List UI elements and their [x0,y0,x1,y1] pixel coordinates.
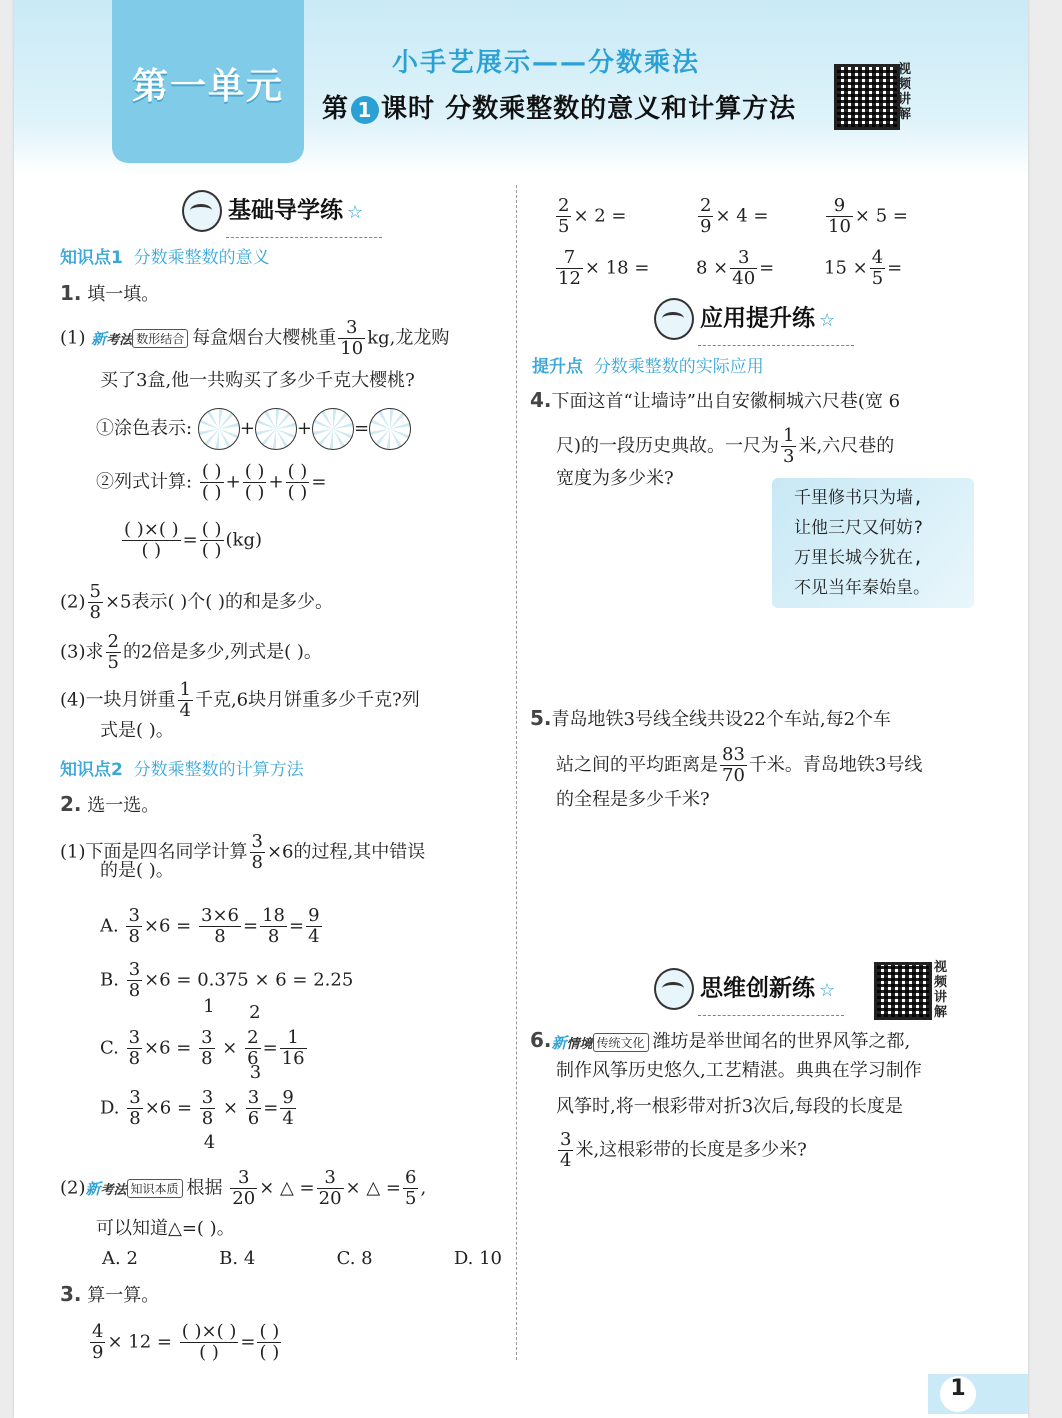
part-index: (3) [60,641,86,663]
fraction [720,745,747,786]
op: ×6 = [144,1037,192,1059]
fraction [870,248,885,289]
numerator: 3 [230,1168,257,1189]
new-tag: 新 [91,330,107,348]
numerator: 1 [280,1028,307,1049]
q3-calc [88,1322,283,1363]
option-c[interactable]: C. $\frac{3}{8}$ ×6 = 1 $\frac{3}{8}$ × 2 $\frac{2}{6}$ = $\frac{1}{16}$ [100,996,305,1069]
section-underline [698,1015,844,1016]
part-index: (1) [60,841,86,863]
star-icon: ☆ [819,309,836,331]
denominator: 10 [828,216,851,237]
fraction [178,680,193,721]
part-index: (2) [60,1177,86,1199]
q1-part1 [60,318,449,359]
poem-line: 不见当年秦始皇。 [794,578,930,598]
blank: ( ) [259,1321,280,1342]
step-label: ①涂色表示: [96,418,193,439]
numerator: 9 [282,1087,294,1108]
workbook-page [14,0,1028,1418]
numerator: 18 [262,905,285,926]
option-letter: A. [100,915,119,937]
q1-calc-row [120,520,262,561]
cancel-note: 3 [249,1062,262,1083]
q1-part4-line2[interactable]: 式是( )。 [100,720,174,741]
denominator: 9 [700,216,712,237]
denominator: 20 [232,1188,256,1209]
section-innovate [654,968,844,1010]
kp-number: 2 [111,760,123,780]
fraction [781,426,796,467]
new-tag: 新 [85,1180,101,1198]
numerator: 3 [338,318,365,339]
numerator: 6 [405,1167,417,1188]
question-1-title [60,281,159,306]
fraction [338,318,365,359]
q1-part2 [60,582,333,623]
numerator: 3 [128,959,141,980]
blank: ( ) [201,540,222,561]
kp-text: 分数乘整数的实际应用 [593,357,764,377]
knowledge-point-1 [60,243,270,268]
q1-part1-line2: 买了3盒,他一共购买了多少千克大樱桃? [100,370,415,391]
option-a[interactable]: A. $\frac{3}{8}$ ×6 = $\frac{3\times 6}{8}$ = $\frac{18}{8}$ = $\frac{9}{4}$ [100,905,320,947]
fraction [88,582,103,623]
calc-item[interactable] [824,196,908,237]
numerator: 1 [783,425,795,446]
kp-label: 知识点 [60,248,111,268]
tag-box: 数形结合 [132,329,188,348]
part-text: ×6的过程,其中错误 [266,841,426,863]
denominator: 70 [722,765,745,786]
numerator: 83 [722,744,745,765]
fraction [280,1028,307,1069]
fraction [90,1322,105,1363]
numerator: 3 [560,1129,572,1150]
section-title: 应用提升练 [700,305,815,332]
fraction [126,906,141,947]
scene-tag: 情境 [566,1036,593,1052]
calc-item[interactable] [696,196,769,237]
op: = [311,471,327,493]
star-icon: ☆ [819,979,836,1001]
q5-line1 [530,706,891,731]
choice-b[interactable]: B. 4 [219,1248,256,1269]
q2-part2-line2[interactable]: 可以知道△=( )。 [96,1218,235,1239]
denominator: 4 [179,700,191,721]
section-apply [654,298,854,340]
qr-label: 视频讲解 [934,960,948,1020]
choice-d[interactable]: D. 10 [453,1248,502,1269]
denominator: 8 [89,602,101,623]
part-text: 下面是四名同学计算 [85,841,248,863]
blank-fraction[interactable] [122,520,181,561]
op: , [420,1177,427,1199]
numerator: 2 [700,195,712,216]
tag-box: 传统文化 [593,1033,649,1052]
lesson-prefix: 第 [322,94,350,124]
question-text: 潍坊是举世闻名的世界风筝之都, [652,1031,911,1052]
kp-number: 1 [111,248,123,268]
step-label: ②列式计算: [96,471,193,493]
page-number: 1 [940,1376,976,1412]
blank: ( ) [287,461,308,482]
blank: ( ) [287,482,308,503]
fraction [200,1088,215,1129]
blank: ( ) [244,482,265,503]
blank-fraction[interactable] [180,1322,239,1363]
part-text: 每盒烟台大樱桃重 [192,327,337,349]
op: ×6 = [143,915,192,937]
q1-part3 [60,632,322,673]
cartoon-kid-icon [654,968,694,1010]
calc-item[interactable] [554,248,649,289]
numerator: 3 [247,1087,260,1108]
numerator: 9 [826,196,853,217]
lesson-number-badge: 1 [351,96,379,124]
question-title: 算一算。 [87,1285,160,1306]
blank-fraction[interactable] [257,1322,281,1363]
question-text: 青岛地铁3号线全线共设22个车站,每2个车 [551,709,892,730]
fraction [127,1028,142,1069]
q6-line2: 制作风筝历史悠久,工艺精湛。典典在学习制作 [556,1060,922,1081]
choice-a[interactable]: A. 2 [102,1248,138,1269]
denominator: 8 [201,1048,213,1069]
new-tag: 新 [551,1033,567,1052]
op: = [240,1331,256,1353]
denominator: 6 [247,1048,259,1069]
lesson-title [322,88,796,125]
denominator: 4 [560,1150,572,1171]
fraction [556,196,571,237]
column-divider [516,185,517,1360]
cartoon-kid-icon [182,190,222,232]
denominator: 3 [783,446,795,467]
poem-card [772,478,974,608]
denominator: 4 [282,1108,294,1129]
question-text: 尺)的一段历史典故。一尺为 [556,435,780,457]
part-text: 千克,6块月饼重多少千克?列 [194,689,420,711]
question-text: 米,六尺巷的 [798,435,895,457]
blank: ( ) [158,519,179,540]
question-title: 填一填。 [87,284,160,305]
denominator: 5 [405,1188,417,1209]
numerator: 3 [129,1087,141,1108]
question-2-title [60,792,159,817]
denominator: 40 [732,268,756,289]
numerator: 7 [556,248,583,269]
question-number: 3. [60,1282,82,1306]
denominator: 8 [214,926,226,947]
denominator: 5 [558,216,570,237]
part-text[interactable]: 的2倍是多少,列式是( )。 [122,641,322,663]
op: + [239,418,255,439]
denominator: 8 [128,980,141,1001]
op: × △ = [345,1177,401,1199]
op: + [268,471,284,493]
cancel-note: 2 [249,1002,261,1023]
fraction [127,1088,142,1129]
section-underline [226,237,382,238]
q4-line1 [530,388,900,413]
question-3-title [60,1282,159,1307]
blank-fraction[interactable] [243,462,267,503]
op: × 4 = [715,205,769,227]
qr-code-icon[interactable] [874,962,932,1020]
cancel-note: 4 [203,1132,216,1153]
fraction [246,1088,261,1129]
pie-circle-icon[interactable] [255,408,297,450]
op: = [354,418,370,439]
q6-line3: 风筝时,将一根彩带对折3次后,每段的长度是 [556,1096,903,1117]
op: 15 × [824,257,868,279]
denominator: 8 [129,1108,141,1129]
calc-item[interactable] [554,196,627,237]
denominator: 5 [871,268,884,289]
fraction [556,248,583,289]
fraction [826,196,853,237]
numerator: 1 [179,679,191,700]
blank: ( ) [201,482,222,503]
improvement-point [532,352,764,377]
blank: ( ) [124,519,144,540]
option-b[interactable] [100,960,353,1001]
question-text: 下面这首“让墙诗”出自安徽桐城六尺巷(宽 6 [551,391,901,412]
tag-box: 知识本质 [127,1179,183,1198]
op: = [887,257,903,279]
fraction [260,906,287,947]
op: × 2 = [573,205,627,227]
q6-line4 [556,1130,807,1171]
calc-item[interactable] [824,248,902,289]
blank-fraction[interactable] [200,462,224,503]
question-title: 选一选。 [87,795,160,816]
fraction [730,248,757,289]
question-number: 2. [60,792,82,816]
question-number: 4. [530,388,552,412]
blank: ( ) [199,1342,219,1363]
denominator: 8 [128,926,140,947]
numerator: 2 [558,195,570,216]
kao-tag: 考法 [100,1183,127,1198]
q5-line3: 的全程是多少千米? [556,789,710,810]
part-index: (1) [60,327,86,349]
pie-circle-icon[interactable] [369,408,411,450]
part-text: kg,龙龙购 [367,327,450,349]
denominator: 9 [92,1342,104,1363]
numerator: 3 [730,248,757,269]
denominator: 8 [201,1108,214,1129]
fraction [698,196,713,237]
blank: ( ) [201,461,222,482]
topic-title: 小手艺展示——分数乘法 [392,48,701,78]
numerator: 3 [251,831,263,852]
numerator: 3 [317,1168,344,1189]
numerator: 3×6 [201,905,239,926]
fraction [230,1168,257,1209]
part-text[interactable]: ×5表示( )个( )的和是多少。 [104,591,334,613]
choice-c[interactable]: C. 8 [336,1248,373,1269]
blank-fraction[interactable] [286,462,310,503]
op: 8 × [696,257,729,279]
pie-circle-icon[interactable] [198,408,240,450]
section-underline [698,345,854,346]
op: ×6 = [144,1097,193,1119]
op: × [143,519,159,540]
part-text: 根据 [186,1177,223,1199]
calc-item[interactable] [696,248,774,289]
op: × [201,1321,217,1342]
fraction [199,1028,214,1069]
denominator: 10 [340,338,364,359]
qr-label: 视频讲解 [898,62,912,122]
unit-tab [112,0,304,163]
denominator: 20 [318,1188,342,1209]
op: × 12 = [107,1331,172,1353]
option-letter: C. [100,1037,119,1059]
kp-text: 分数乘整数的意义 [133,248,270,268]
part-text: 求 [85,641,104,663]
numerator: 3 [201,1087,214,1108]
question-number: 6. [530,1028,552,1052]
denominator: 8 [267,926,280,947]
q5-line2 [556,745,922,786]
cartoon-kid-icon [654,298,694,340]
fraction [558,1130,573,1171]
poem-line: 千里修书只为墙, [794,488,924,508]
option-d[interactable]: D. $\frac{3}{8}$ ×6 = 4 $\frac{3}{8}$ × 3 $\frac{3}{6}$ = $\frac{9}{4}$ [100,1062,294,1153]
part-text: 一块月饼重 [85,689,176,711]
q1-expression-row [96,462,326,503]
part-index: (4) [60,689,86,711]
denominator: 4 [308,926,320,947]
op: × 5 = [854,205,908,227]
q2-part2 [60,1168,426,1209]
header-banner [14,0,1028,175]
lesson-title-text: 课时 分数乘整数的意义和计算方法 [381,94,797,124]
numerator: 4 [871,247,884,268]
op: × △ = [259,1177,315,1199]
numerator: 3 [128,905,140,926]
q4-line3: 宽度为多少米? [556,468,674,489]
op: + [225,471,241,493]
question-text: 站之间的平均距离是 [556,754,718,776]
denominator: 6 [247,1108,260,1129]
numerator: 9 [308,905,320,926]
q1-shade-row [96,408,411,450]
op: + [296,418,312,439]
blank: ( ) [244,461,265,482]
denominator: 16 [281,1048,305,1069]
blank: ( ) [216,1321,237,1342]
op: × 18 = [584,257,650,279]
q2-choices [102,1248,502,1270]
option-letter: B. [100,969,119,991]
blank-fraction[interactable] [200,520,224,561]
denominator: 5 [107,652,119,673]
op: = [759,257,775,279]
kp-label: 知识点 [60,760,111,780]
poem-line: 万里长城今犹在, [794,548,924,568]
blank: ( ) [201,519,222,540]
op: = [182,529,198,551]
question-text: 米,这根彩带的长度是多少米? [575,1139,807,1161]
fraction [106,632,121,673]
denominator: 12 [558,268,581,289]
section-title: 思维创新练 [700,975,815,1002]
option-letter: D. [100,1097,120,1119]
denominator: 8 [251,852,263,873]
part-index: (2) [60,591,86,613]
pie-circle-icon[interactable] [312,408,354,450]
numerator: 3 [128,1027,141,1048]
blank: ( ) [259,1342,280,1363]
q2-part1-line2[interactable]: 的是( )。 [100,860,174,881]
q6-line1 [530,1028,910,1053]
fraction [403,1168,418,1209]
kao-tag: 考法 [106,333,133,348]
fraction [306,906,321,947]
fraction [250,832,265,873]
option-text: ×6 = 0.375 × 6 = 2.25 [144,969,354,991]
question-text: 千米。青岛地铁3号线 [748,754,923,776]
kp-label: 提升点 [532,357,583,377]
fraction [280,1088,295,1129]
numerator: 2 [107,631,119,652]
question-number: 1. [60,281,82,305]
numerator: 5 [89,581,101,602]
q1-part4 [60,680,420,721]
section-title: 基础导学练 [228,197,343,224]
unit: (kg) [225,529,263,551]
question-number: 5. [530,706,552,730]
section-basic [182,190,382,232]
qr-code-icon[interactable] [834,64,900,130]
cancel-note: 1 [203,996,215,1017]
numerator: 4 [92,1321,104,1342]
star-icon: ☆ [347,201,364,223]
blank: ( ) [181,1321,202,1342]
fraction [127,960,142,1001]
numerator: 2 [247,1027,259,1048]
q4-line2 [556,426,894,467]
poem-line: 让他三尺又何妨? [794,518,924,538]
page-number-tab [928,1374,1028,1414]
fraction [199,906,241,947]
kp-text: 分数乘整数的计算方法 [133,760,304,780]
fraction [317,1168,344,1209]
numerator: 3 [201,1027,213,1048]
unit-title: 第一单元 [131,66,284,107]
denominator: 8 [128,1048,141,1069]
blank: ( ) [141,540,162,561]
knowledge-point-2 [60,755,304,780]
